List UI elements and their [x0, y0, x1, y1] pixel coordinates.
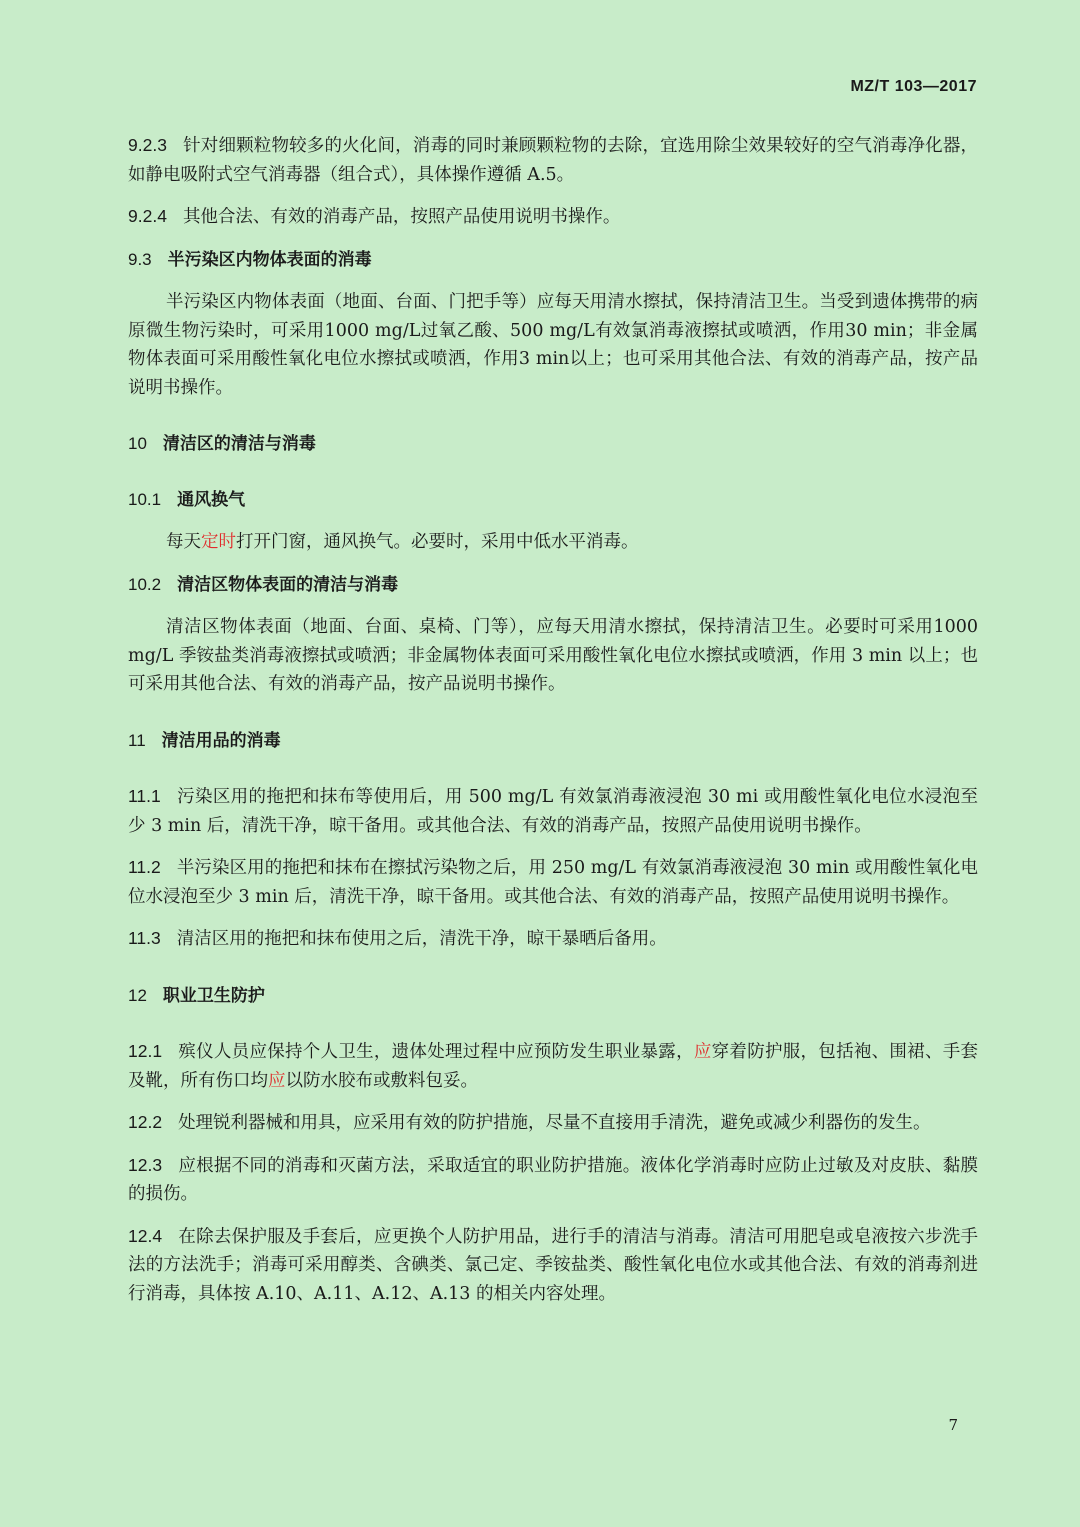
- clause-number: 11.1: [128, 786, 161, 806]
- clause-number: 11.3: [128, 928, 161, 948]
- clause-number: 12.2: [128, 1112, 163, 1132]
- clause-text: 半污染区用的拖把和抹布在擦拭污染物之后，用 250 mg/L 有效氯消毒液浸泡 30 min 或用酸性氧化电位水浸泡至少 3 min 后，清洗干净，晾干备用。或其他合法、有效的消毒产品，按照产品使用说明书操作。: [128, 858, 978, 907]
- heading-9-3: [128, 246, 978, 275]
- clause-12-4: [128, 1222, 978, 1309]
- heading-10-2: [128, 571, 978, 600]
- heading-number: 10.1: [128, 489, 162, 509]
- paragraph-9-3: 半污染区内物体表面（地面、台面、门把手等）应每天用清水擦拭，保持清洁卫生。当受到遗体携带的病原微生物污染时，可采用1000 mg/L过氧乙酸、500 mg/L有效氯消毒液擦拭或喷洒，作用30 min；非金属物体表面可采用酸性氧化电位水擦拭或喷洒，作用3 min以上；也可采用其他合法、有效的消毒产品，按产品说明书操作。: [128, 292, 978, 398]
- text-segment: 穿着防护服，包括袍、围裙、手套及靴，所有伤口均: [128, 1042, 979, 1091]
- text-segment: 殡仪人员应保持个人卫生，遗体处理过程中应预防发生职业暴露，: [178, 1042, 694, 1062]
- clause-11-1: [128, 782, 978, 840]
- heading-title: 清洁用品的消毒: [161, 730, 281, 751]
- clause-text: 处理锐利器械和用具，应采用有效的防护措施，尽量不直接用手清洗，避免或减少利器伤的发生。: [178, 1113, 931, 1133]
- heading-title: 半污染区内物体表面的消毒: [167, 249, 372, 270]
- clause-number: 9.2.4: [128, 206, 167, 226]
- clause-number: 12.3: [128, 1154, 163, 1175]
- heading-title: 职业卫生防护: [162, 985, 265, 1006]
- clause-number: 9.2.3: [128, 135, 167, 155]
- clause-12-3: [128, 1151, 978, 1209]
- clause-9-2-4: [128, 202, 978, 232]
- standard-code: MZ/T 103—2017: [850, 78, 977, 95]
- clause-12-1: [128, 1037, 978, 1095]
- heading-number: 11: [128, 730, 146, 750]
- clause-text: 污染区用的拖把和抹布等使用后，用 500 mg/L 有效氯消毒液浸泡 30 mi 或用酸性氧化电位水浸泡至少 3 min 后，清洗干净，晾干备用。或其他合法、有效的消毒产品，按照产品使用说明书操作。: [128, 787, 978, 836]
- heading-10-1: [128, 486, 978, 515]
- heading-title: 通风换气: [177, 489, 246, 510]
- heading-title: 清洁区的清洁与消毒: [162, 434, 316, 454]
- clause-text: 针对细颗粒物较多的火化间，消毒的同时兼顾颗粒物的去除，宜选用除尘效果较好的空气消毒净化器，如静电吸附式空气消毒器（组合式），具体操作遵循 A.5。: [128, 136, 978, 185]
- heading-number: 12: [128, 985, 147, 1005]
- clause-9-2-3: [128, 131, 978, 189]
- clause-number: 11.2: [128, 857, 161, 877]
- heading-number: 9.3: [128, 249, 152, 269]
- clause-text: 清洁区用的拖把和抹布使用之后，清洗干净，晾干暴晒后备用。: [176, 929, 667, 949]
- heading-number: 10.2: [128, 574, 162, 594]
- clause-number: 12.1: [128, 1041, 163, 1061]
- page-number: 7: [948, 1416, 958, 1434]
- heading-title: 清洁区物体表面的清洁与消毒: [177, 574, 399, 595]
- clause-11-3: [128, 924, 978, 954]
- clause-text: 应根据不同的消毒和灭菌方法，采取适宜的职业防护措施。液体化学消毒时应防止过敏及对皮肤、黏膜的损伤。: [128, 1155, 978, 1204]
- highlighted-text: 定时: [201, 532, 236, 552]
- heading-10: [128, 430, 978, 459]
- text-segment: 每天: [166, 532, 201, 552]
- heading-number: 10: [128, 434, 147, 453]
- paragraph-10-2: 清洁区物体表面（地面、台面、桌椅、门等），应每天用清水擦拭，保持清洁卫生。必要时可采用1000 mg/L 季铵盐类消毒液擦拭或喷洒；非金属物体表面可采用酸性氧化电位水擦拭或喷洒，作用 3 min 以上；也可采用其他合法、有效的消毒产品，按产品说明书操作。: [128, 617, 978, 694]
- text-segment: 以防水胶布或敷料包妥。: [285, 1070, 478, 1091]
- highlighted-text: 应: [693, 1042, 712, 1062]
- heading-11: [128, 727, 978, 756]
- clause-12-2: [128, 1108, 978, 1138]
- clause-11-2: [128, 853, 978, 911]
- clause-text: 在除去保护服及手套后，应更换个人防护用品，进行手的清洁与消毒。清洁可用肥皂或皂液按六步洗手法的方法洗手；消毒可采用醇类、含碘类、氯己定、季铵盐类、酸性氧化电位水或其他合法、有效的消毒剂进行消毒，具体按 A.10、A.11、A.12、A.13 的相关内容处理。: [128, 1226, 978, 1304]
- clause-text: 其他合法、有效的消毒产品，按照产品使用说明书操作。: [182, 207, 621, 227]
- text-segment: 打开门窗，通风换气。必要时，采用中低水平消毒。: [236, 532, 639, 552]
- heading-12: [128, 982, 978, 1011]
- document-body: [128, 131, 978, 1308]
- clause-number: 12.4: [128, 1225, 163, 1246]
- highlighted-text: 应: [268, 1070, 286, 1091]
- paragraph-10-1: [128, 528, 978, 557]
